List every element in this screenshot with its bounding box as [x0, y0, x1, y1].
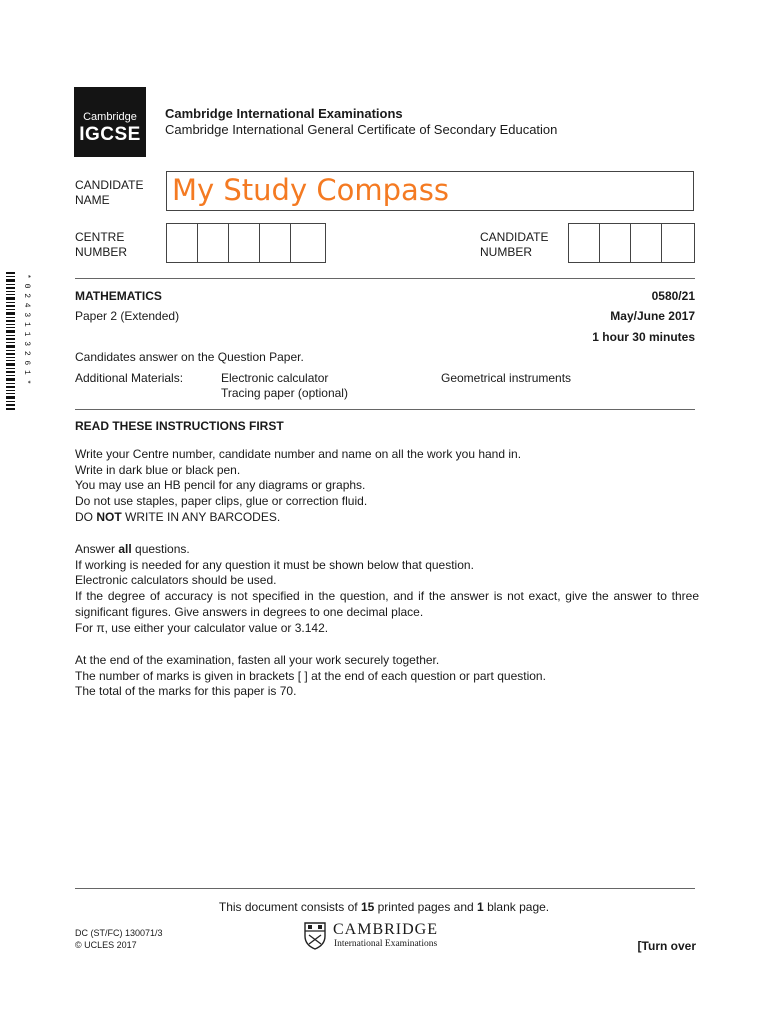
candidate-number-digit-box[interactable]: [662, 224, 693, 262]
page-count-text: printed pages and: [374, 900, 478, 914]
instruction-emphasis: NOT: [96, 509, 122, 524]
logo-line-2: IGCSE: [79, 124, 141, 145]
candidate-number-digit-box[interactable]: [600, 224, 631, 262]
centre-number-label: [75, 230, 127, 260]
candidate-number-label-line-1: CANDIDATE: [480, 230, 549, 244]
page-count-text: blank page.: [483, 900, 550, 914]
answer-note: Candidates answer on the Question Paper.: [75, 350, 304, 364]
instruction-line: If the degree of accuracy is not specified in the question, and if the answer is not exact, give the answer to three significant figures. Give answers in degrees to one decimal place.: [75, 589, 699, 619]
material-tracing-paper: Tracing paper (optional): [221, 386, 348, 400]
instruction-line: Write your Centre number, candidate number and name on all the work you hand in.: [75, 447, 522, 461]
barcode: [6, 272, 32, 410]
candidate-number-label: [480, 230, 548, 260]
footer-divider: [75, 888, 695, 889]
centre-number-label-line-2: NUMBER: [75, 245, 128, 259]
exam-duration: 1 hour 30 minutes: [592, 330, 695, 344]
page-count-number: 15: [360, 900, 375, 914]
cambridge-igcse-logo: [74, 87, 146, 157]
page-count-text: This document consists of: [218, 900, 361, 914]
centre-number-field[interactable]: [166, 223, 326, 263]
centre-number-digit-box[interactable]: [167, 224, 198, 262]
page-count-note: [0, 900, 768, 914]
instruction-text: questions.: [131, 542, 190, 556]
instruction-line: The total of the marks for this paper is 70.: [75, 684, 297, 699]
candidate-number-field[interactable]: [568, 223, 695, 263]
instruction-line: Electronic calculators should be used.: [75, 573, 277, 588]
exam-board-title: Cambridge International Examinations: [165, 106, 403, 121]
candidate-name-value: My Study Compass: [172, 173, 449, 207]
instruction-text: Answer: [75, 542, 119, 556]
candidate-name-label: [75, 178, 143, 208]
instructions-block-2: [75, 542, 699, 636]
instruction-line: If working is needed for any question it must be shown below that question.: [75, 557, 474, 572]
copyright: © UCLES 2017: [75, 940, 137, 950]
materials-label: Additional Materials:: [75, 371, 184, 385]
qualification-title: Cambridge International General Certificate of Secondary Education: [165, 122, 558, 137]
instruction-text: WRITE IN ANY BARCODES.: [121, 509, 281, 524]
centre-number-label-line-1: CENTRE: [75, 230, 125, 244]
divider: [75, 409, 695, 410]
blank-page-number: 1: [477, 900, 484, 914]
candidate-name-label-line-1: CANDIDATE: [75, 178, 144, 192]
instruction-text: DO: [75, 509, 97, 524]
instruction-line: Write in dark blue or black pen.: [75, 462, 241, 477]
cambridge-wordmark-subtitle: International Examinations: [334, 939, 438, 949]
instruction-answer-all: [75, 542, 699, 558]
turn-over-note: [Turn over: [637, 939, 696, 953]
instruction-line: Do not use staples, paper clips, glue or correction fluid.: [75, 494, 368, 509]
material-calculator: Electronic calculator: [221, 371, 329, 385]
document-ref-code: DC (ST/FC) 130071/3: [75, 928, 163, 938]
material-geometrical-instruments: Geometrical instruments: [441, 371, 572, 385]
instruction-line: You may use an HB pencil for any diagrams or graphs.: [75, 478, 366, 493]
document-reference: [75, 927, 163, 951]
paper-name: Paper 2 (Extended): [75, 309, 180, 323]
candidate-name-label-line-2: NAME: [75, 193, 110, 207]
instruction-emphasis: all: [118, 542, 132, 556]
cambridge-wordmark: CAMBRIDGE: [333, 921, 439, 938]
instruction-line: The number of marks is given in brackets [ ] at the end of each question or part question.: [75, 668, 546, 683]
centre-number-digit-box[interactable]: [291, 224, 322, 262]
centre-number-digit-box[interactable]: [229, 224, 260, 262]
candidate-number-digit-box[interactable]: [569, 224, 600, 262]
centre-number-digit-box[interactable]: [260, 224, 291, 262]
logo-line-1: Cambridge: [83, 111, 137, 123]
barcode-text: * 0 2 4 3 1 1 3 2 6 1 *: [22, 274, 31, 385]
candidate-number-label-line-2: NUMBER: [480, 245, 533, 259]
subject-title: MATHEMATICS: [75, 289, 162, 303]
instructions-heading: READ THESE INSTRUCTIONS FIRST: [75, 419, 284, 433]
paper-code: 0580/21: [651, 289, 695, 303]
instruction-line: At the end of the examination, fasten all your work securely together.: [75, 653, 440, 667]
instructions-block-3: [75, 653, 699, 700]
instruction-line: For π, use either your calculator value or 3.142.: [75, 620, 329, 635]
candidate-number-digit-box[interactable]: [631, 224, 662, 262]
centre-number-digit-box[interactable]: [198, 224, 229, 262]
divider: [75, 278, 695, 279]
instruction-barcodes: [75, 510, 699, 526]
exam-session: May/June 2017: [610, 309, 695, 323]
instructions-block-1: [75, 447, 699, 526]
cambridge-crest-icon: [304, 922, 326, 950]
